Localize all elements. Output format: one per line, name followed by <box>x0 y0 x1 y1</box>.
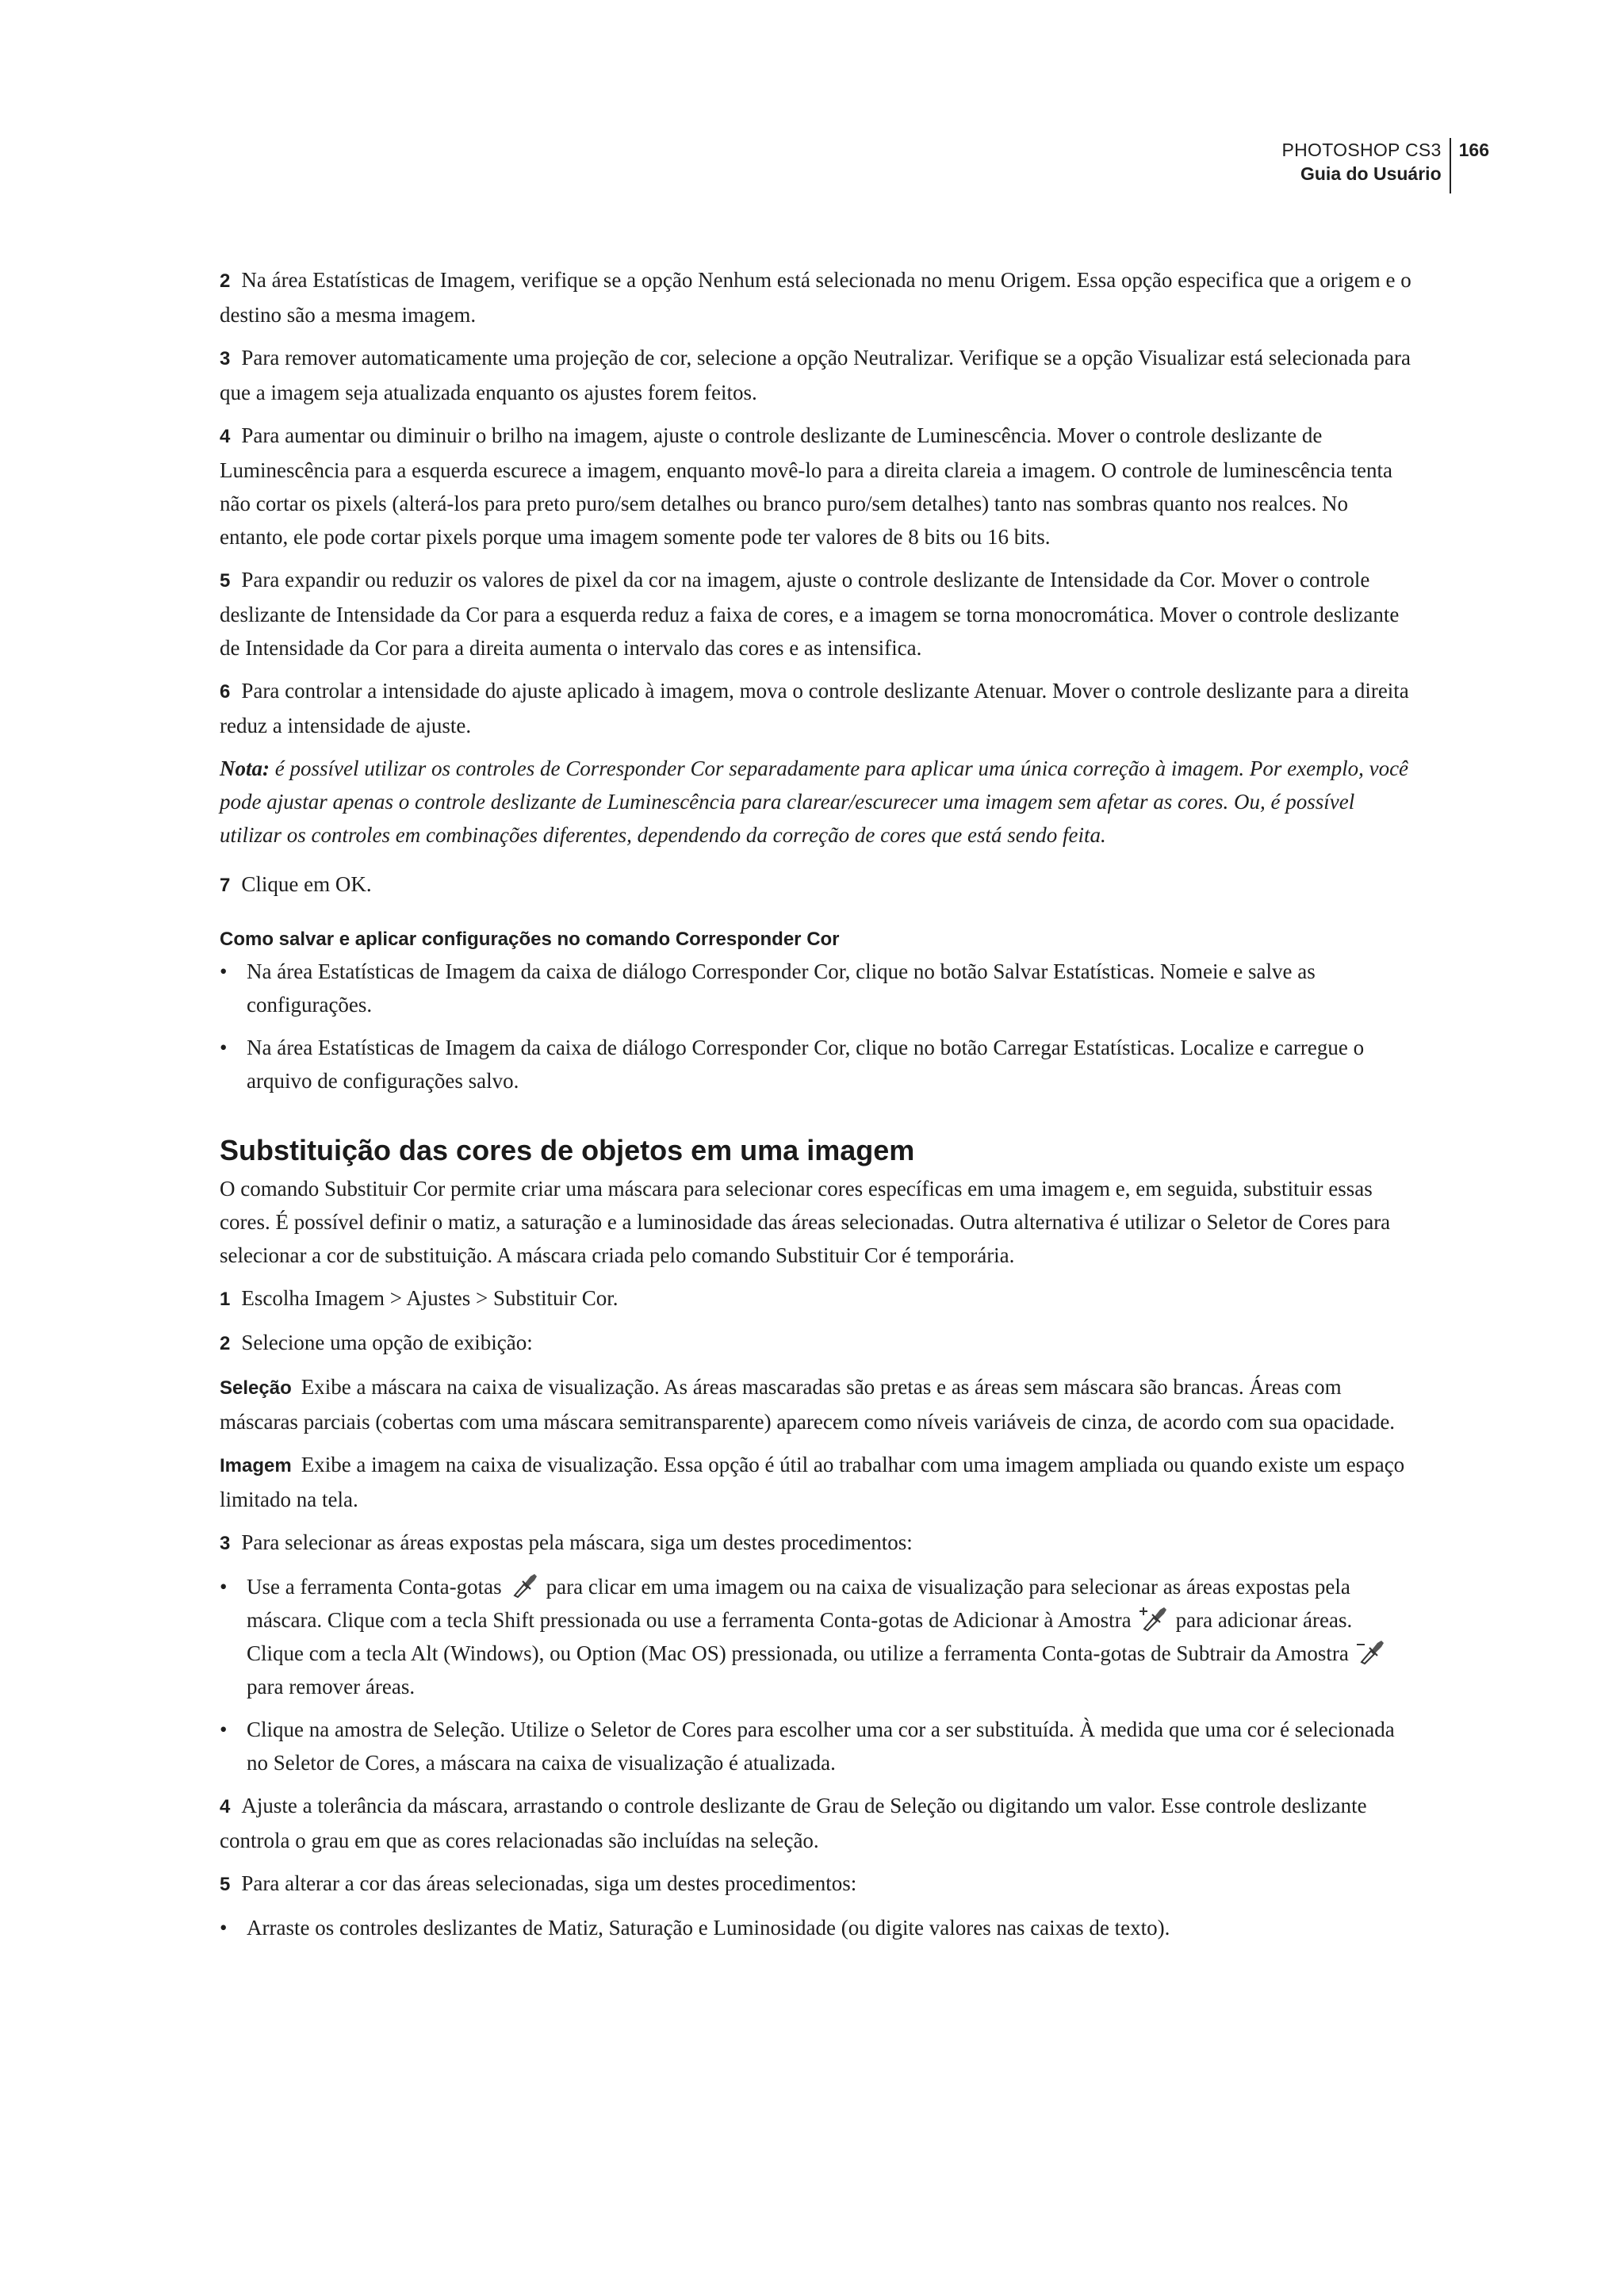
step-number: 7 <box>220 875 231 896</box>
step-number: 5 <box>220 570 231 592</box>
bullet-dot: • <box>220 959 228 983</box>
step-3b <box>220 1526 1413 1561</box>
option-selecao <box>220 1370 1413 1438</box>
step-4 <box>220 419 1413 553</box>
step-number: 6 <box>220 681 231 703</box>
note <box>220 752 1413 852</box>
eyedropper-minus-icon <box>1355 1638 1387 1665</box>
step-text: Para alterar a cor das áreas selecionadas, siga um destes procedimentos: <box>241 1871 857 1895</box>
step-text: Para aumentar ou diminuir o brilho na imagem, ajuste o controle deslizante de Luminescência. Mover o controle deslizante de Luminescência para a esquerda escurece a imagem, enquanto movê-lo para a direita clareia a imagem. O controle de luminescência tenta não cortar os pixels (alterá-los para preto puro/sem detalhes ou branco puro/sem detalhes) tanto nas sombras quanto nos realces. No entanto, ele pode cortar pixels porque uma imagem somente pode ter valores de 8 bits ou 16 bits. <box>220 423 1393 549</box>
section-intro: O comando Substituir Cor permite criar uma máscara para selecionar cores específicas em uma imagem e, em seguida, substituir essas cores. É possível definir o matiz, a saturação e a luminosidade das áreas selecionadas. Outra alternativa é utilizar o Seletor de Cores para selecionar a cor de substituição. A máscara criada pelo comando Substituir Cor é temporária. <box>220 1177 1391 1267</box>
step-1 <box>220 1281 1413 1316</box>
step-7 <box>220 867 1413 902</box>
bullet-text: Use a ferramenta Conta-gotas <box>247 1575 502 1599</box>
step-2 <box>220 263 1413 331</box>
option-text: Exibe a imagem na caixa de visualização. Essa opção é útil ao trabalhar com uma imagem ampliada ou quando existe um espaço limitado na tela. <box>220 1453 1405 1511</box>
step-number: 2 <box>220 270 231 292</box>
option-imagem <box>220 1448 1413 1516</box>
step-text: Para selecionar as áreas expostas pela máscara, siga um destes procedimentos: <box>241 1530 913 1554</box>
step-text: Para expandir ou reduzir os valores de pixel da cor na imagem, ajuste o controle deslizante de Intensidade da Cor. Mover o controle deslizante de Intensidade da Cor para a esquerda reduz a faixa de cores, e a imagem se torna monocromática. Mover o controle deslizante de Intensidade da Cor para a direita aumenta o intervalo das cores e as intensifica. <box>220 568 1400 660</box>
bullet-item <box>220 1570 1413 1703</box>
option-term: Seleção <box>220 1377 292 1399</box>
bullet-text: para remover áreas. <box>247 1675 416 1698</box>
guide-title: Guia do Usuário <box>1300 163 1442 184</box>
step-number: 2 <box>220 1333 231 1354</box>
bullet-text: para clicar em uma imagem ou na caixa de visualização para selecionar as áreas expostas pela máscara. Clique com a tecla Shift pressionada ou use a ferramenta Conta-gotas de Adicionar à Amostra <box>247 1575 1350 1632</box>
step-number: 3 <box>220 1533 231 1554</box>
step-number: 1 <box>220 1289 231 1310</box>
option-text: Exibe a máscara na caixa de visualização. As áreas mascaradas são pretas e as áreas sem máscara são brancas. Áreas com máscaras parciais (cobertas com uma máscara semitransparente) aparecem como níveis variáveis de cinza, de acordo com sua opacidade. <box>220 1375 1396 1434</box>
bullet-text: Clique na amostra de Seleção. Utilize o Seletor de Cores para escolher uma cor a ser substituída. À medida que uma cor é selecionada no Seletor de Cores, a máscara na caixa de visualização é atualizada. <box>247 1718 1395 1775</box>
step-text: Na área Estatísticas de Imagem, verifique se a opção Nenhum está selecionada no menu Origem. Essa opção especifica que a origem e o destino são a mesma imagem. <box>220 268 1411 327</box>
save-section-heading: Como salvar e aplicar configurações no comando Corresponder Cor <box>220 929 840 950</box>
bullet-item <box>220 1031 1413 1097</box>
eyedropper-plus-icon <box>1138 1605 1170 1632</box>
step-text: Ajuste a tolerância da máscara, arrastando o controle deslizante de Grau de Seleção ou digitando um valor. Esse controle deslizante controla o grau em que as cores relacionadas são incluídas na seleção. <box>220 1794 1367 1852</box>
step-text: Clique em OK. <box>241 872 372 896</box>
section-title: Substituição das cores de objetos em uma imagem <box>220 1134 915 1166</box>
option-term: Imagem <box>220 1455 292 1476</box>
step-text: Para remover automaticamente uma projeção de cor, selecione a opção Neutralizar. Verifique se a opção Visualizar está selecionada para que a imagem seja atualizada enquanto os ajustes forem feitos. <box>220 346 1411 404</box>
step-5 <box>220 563 1413 664</box>
note-label: Nota: <box>220 756 270 780</box>
bullet-dot: • <box>220 1036 228 1059</box>
step-5b <box>220 1867 1413 1901</box>
product-name: PHOTOSHOP CS3 <box>1281 140 1442 160</box>
step-text: Escolha Imagem > Ajustes > Substituir Cor. <box>241 1286 619 1310</box>
bullet-text: Na área Estatísticas de Imagem da caixa de diálogo Corresponder Cor, clique no botão Carregar Estatísticas. Localize e carregue o arquivo de configurações salvo. <box>247 1036 1365 1093</box>
bullet-text: para adicionar áreas. Clique com a tecla Alt (Windows), ou Option (Mac OS) pressionada, ou utilize a ferramenta Conta-gotas de Subtrair da Amostra <box>247 1608 1353 1665</box>
step-number: 5 <box>220 1874 231 1895</box>
note-text: é possível utilizar os controles de Corresponder Cor separadamente para aplicar uma única correção à imagem. Por exemplo, você pode ajustar apenas o controle deslizante de Luminescência para clarear/escurecer uma imagem sem afetar as cores. Ou, é possível utilizar os controles em combinações diferentes, dependendo da correção de cores que está sendo feita. <box>220 756 1409 847</box>
bullet-text: Na área Estatísticas de Imagem da caixa de diálogo Corresponder Cor, clique no botão Salvar Estatísticas. Nomeie e salve as configurações. <box>247 959 1316 1017</box>
step-text: Para controlar a intensidade do ajuste aplicado à imagem, mova o controle deslizante Atenuar. Mover o controle deslizante para a direita reduz a intensidade de ajuste. <box>220 679 1409 737</box>
bullet-dot: • <box>220 1718 228 1741</box>
running-header <box>1281 138 1489 193</box>
eyedropper-icon <box>508 1572 540 1599</box>
bullet-dot: • <box>220 1916 228 1940</box>
header-text <box>1281 138 1449 186</box>
step-2b <box>220 1326 1413 1361</box>
step-3 <box>220 341 1413 409</box>
bullet-text: Arraste os controles deslizantes de Matiz, Saturação e Luminosidade (ou digite valores nas caixas de texto). <box>247 1916 1170 1940</box>
bullet-item <box>220 1713 1413 1779</box>
bullet-dot: • <box>220 1575 228 1599</box>
step-number: 3 <box>220 348 231 370</box>
bullet-item <box>220 1911 1413 1944</box>
step-6 <box>220 674 1413 742</box>
bullet-item <box>220 955 1413 1021</box>
page-number: 166 <box>1458 140 1489 160</box>
step-number: 4 <box>220 1796 231 1817</box>
step-text: Selecione uma opção de exibição: <box>241 1331 533 1354</box>
step-4b <box>220 1789 1413 1857</box>
page-content <box>220 263 1413 1954</box>
step-number: 4 <box>220 426 231 447</box>
